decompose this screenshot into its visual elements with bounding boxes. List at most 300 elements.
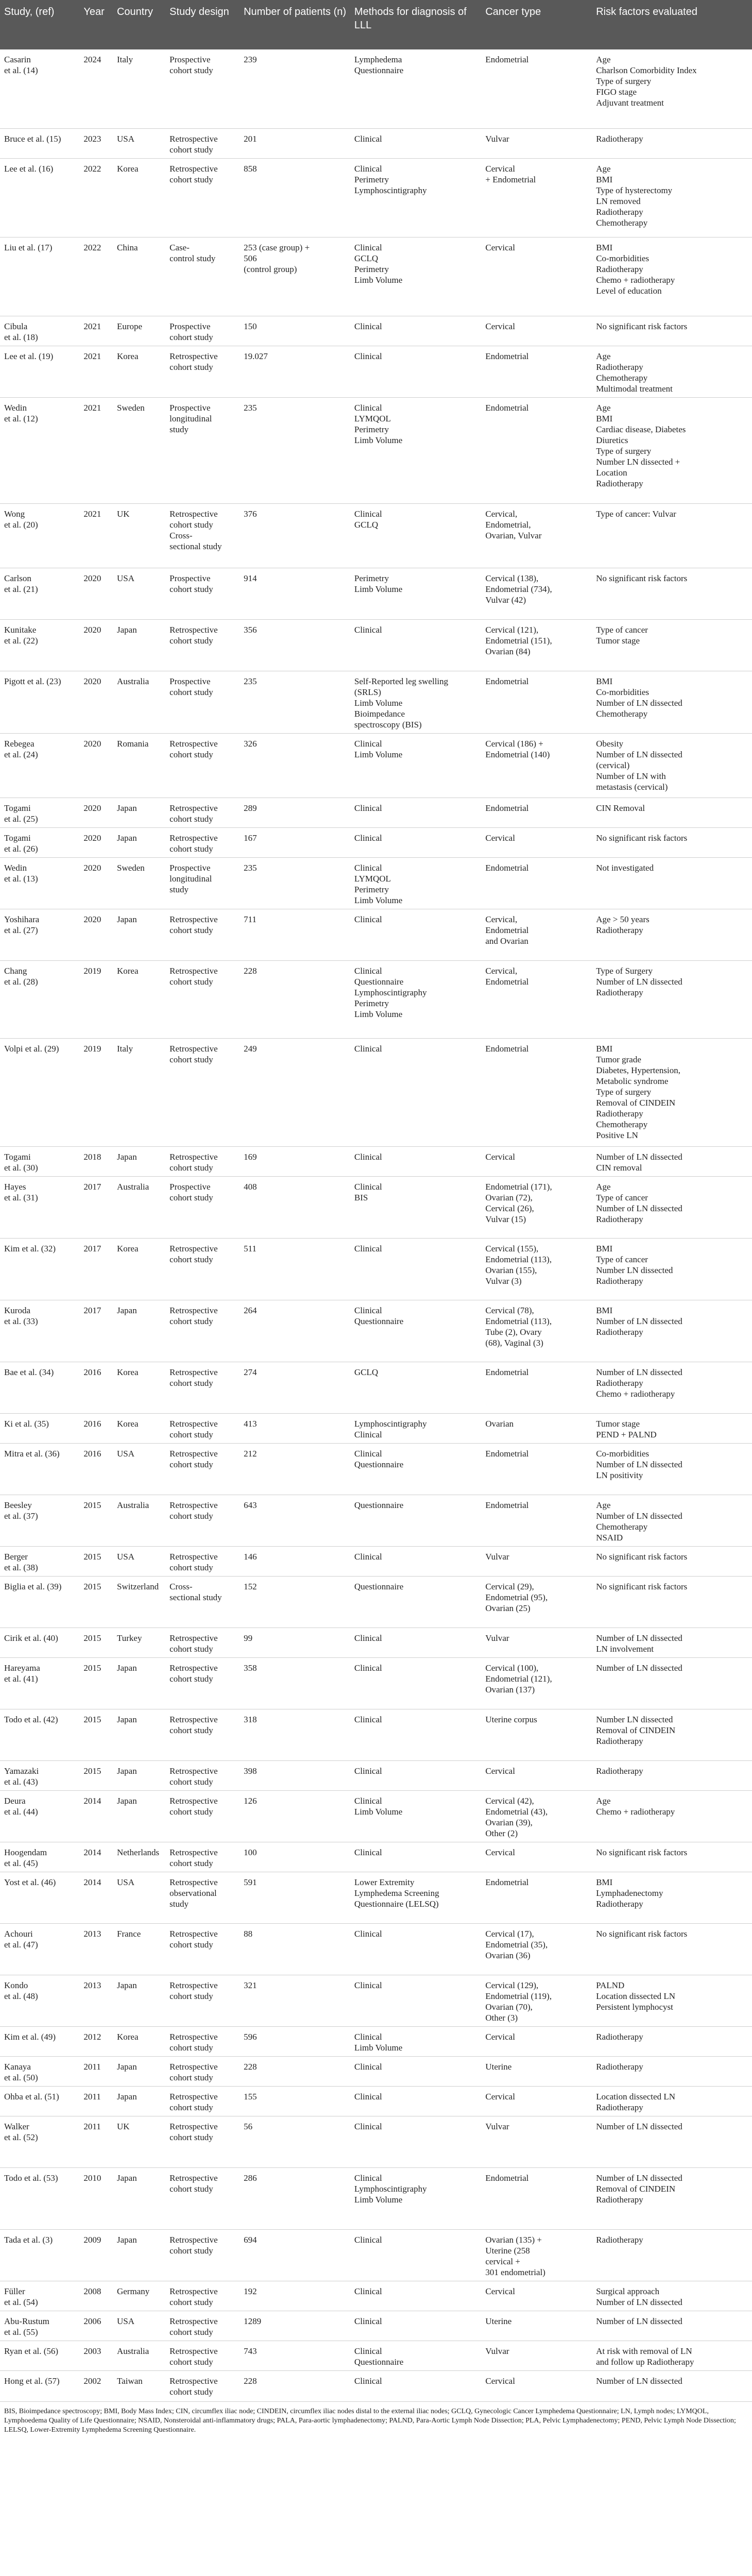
cell-study-design-line: Retrospective — [169, 1043, 218, 1054]
cell-cancer-type-line: Ovarian (36) — [485, 1950, 531, 1960]
cell-number-of-patients — [240, 619, 350, 671]
table-row — [0, 1790, 752, 1842]
cell-country: Japan — [113, 1146, 165, 1176]
cell-diagnosis-methods — [350, 1238, 481, 1300]
cell-study-design — [165, 1628, 240, 1657]
cell-study-design-line: Retrospective — [169, 2234, 218, 2245]
cell-year: 2020 — [79, 798, 113, 827]
cell-risk-factors-line: Number of LN dissected — [596, 749, 682, 759]
cell-study-design-line: Retrospective — [169, 738, 218, 749]
cell-risk-factors — [592, 1975, 752, 2026]
table-row — [0, 2116, 752, 2167]
cell-country: Germany — [113, 2281, 165, 2311]
cell-study-line: et al. (33) — [4, 1316, 38, 1326]
cell-risk-factors-line: No significant risk factors — [596, 833, 688, 843]
cell-year: 2020 — [79, 619, 113, 671]
cell-year: 2003 — [79, 2341, 113, 2370]
cell-diagnosis-methods-line: Limb Volume — [354, 2194, 403, 2205]
cell-diagnosis-methods-line: Clinical — [354, 133, 382, 144]
cell-study-line: et al. (13) — [4, 873, 38, 884]
cell-number-of-patients-line: 228 — [244, 2061, 257, 2072]
cell-cancer-type-line: Cervical — [485, 242, 515, 252]
cell-study-line: et al. (44) — [4, 1806, 38, 1817]
cell-study — [0, 2281, 79, 2311]
cell-study-line: et al. (45) — [4, 1858, 38, 1868]
cell-study-line: Kunitake — [4, 624, 37, 635]
cell-risk-factors-line: Adjuvant treatment — [596, 98, 664, 108]
cell-study-line: Todo et al. (53) — [4, 2173, 58, 2183]
cell-cancer-type-line: Endometrial — [485, 925, 529, 935]
cell-study-line: Wong — [4, 509, 25, 519]
cell-diagnosis-methods-line: Perimetry — [354, 174, 389, 184]
cell-number-of-patients-line: 192 — [244, 2286, 257, 2296]
cell-number-of-patients-line: 212 — [244, 1448, 257, 1459]
cell-study-line: et al. (38) — [4, 1562, 38, 1572]
cell-study — [0, 1842, 79, 1872]
cell-diagnosis-methods-line: Clinical — [354, 1980, 382, 1990]
cell-risk-factors — [592, 1413, 752, 1443]
cell-number-of-patients-line: 506 — [244, 253, 257, 263]
cell-study-design-line: cohort study — [169, 1806, 213, 1817]
table-row — [0, 619, 752, 671]
table-row — [0, 568, 752, 619]
cell-cancer-type — [481, 1923, 592, 1975]
cell-diagnosis-methods — [350, 346, 481, 397]
cell-study-line: Füller — [4, 2286, 25, 2296]
cell-diagnosis-methods-line: Clinical — [354, 1043, 382, 1054]
cell-diagnosis-methods — [350, 568, 481, 619]
cell-cancer-type-line: Uterine (258 — [485, 2245, 530, 2256]
cell-year: 2015 — [79, 1495, 113, 1546]
cell-study-design-line: cohort study — [169, 1378, 213, 1388]
cell-risk-factors-line: Charlson Comorbidity Index — [596, 65, 697, 75]
cell-study — [0, 2167, 79, 2229]
cell-risk-factors-line: Type of surgery — [596, 1087, 652, 1097]
cell-study-design-line: Prospective — [169, 321, 211, 331]
cell-study-design — [165, 2229, 240, 2281]
header-study: Study, (ref) — [4, 6, 55, 18]
cell-risk-factors-line: BMI — [596, 1043, 613, 1054]
cell-diagnosis-methods — [350, 2116, 481, 2167]
cell-country: Europe — [113, 316, 165, 346]
cell-risk-factors — [592, 158, 752, 237]
cell-cancer-type-line: Ovarian — [485, 1418, 514, 1429]
cell-diagnosis-methods-line: Clinical — [354, 402, 382, 413]
cell-study-line: et al. (48) — [4, 1991, 38, 2001]
cell-diagnosis-methods — [350, 827, 481, 857]
cell-diagnosis-methods — [350, 1362, 481, 1413]
cell-number-of-patients-line: 152 — [244, 1581, 257, 1591]
cell-risk-factors-line: metastasis (cervical) — [596, 782, 668, 792]
cell-study — [0, 316, 79, 346]
cell-study-line: et al. (20) — [4, 519, 38, 530]
cell-number-of-patients — [240, 2026, 350, 2056]
cell-cancer-type-line: Ovarian (39), — [485, 1817, 533, 1827]
cell-diagnosis-methods — [350, 2341, 481, 2370]
cell-study-design-line: cohort study — [169, 1162, 213, 1173]
cell-study-design-line: Retrospective — [169, 1633, 218, 1643]
cell-risk-factors — [592, 1443, 752, 1495]
cell-year: 2020 — [79, 857, 113, 909]
cell-number-of-patients — [240, 49, 350, 128]
cell-risk-factors — [592, 1038, 752, 1146]
cell-cancer-type-line: Vulvar (42) — [485, 595, 526, 605]
cell-diagnosis-methods-line: Clinical — [354, 1795, 382, 1806]
cell-risk-factors-line: LN removed — [596, 196, 641, 206]
cell-number-of-patients-line: 289 — [244, 803, 257, 813]
cell-diagnosis-methods-line: Self-Reported leg swelling — [354, 676, 449, 686]
cell-cancer-type-line: Endometrial — [485, 976, 529, 987]
cell-risk-factors-line: Number LN dissected — [596, 1714, 673, 1724]
cell-year: 2015 — [79, 1760, 113, 1790]
cell-study — [0, 1975, 79, 2026]
cell-diagnosis-methods-line: Questionnaire — [354, 1500, 404, 1510]
cell-cancer-type-line: Cervical, — [485, 509, 518, 519]
cell-diagnosis-methods-line: spectroscopy (BIS) — [354, 719, 422, 730]
cell-risk-factors-line: BMI — [596, 1243, 613, 1253]
cell-diagnosis-methods — [350, 1038, 481, 1146]
cell-diagnosis-methods-line: Clinical — [354, 509, 382, 519]
cell-study-design — [165, 316, 240, 346]
cell-year: 2010 — [79, 2167, 113, 2229]
cell-year: 2017 — [79, 1300, 113, 1362]
cell-study — [0, 827, 79, 857]
cell-country: Japan — [113, 1760, 165, 1790]
cell-study — [0, 1300, 79, 1362]
cell-number-of-patients-line: 914 — [244, 573, 257, 583]
cell-diagnosis-methods-line: Clinical — [354, 2286, 382, 2296]
cell-cancer-type — [481, 1362, 592, 1413]
cell-number-of-patients-line: 408 — [244, 1181, 257, 1192]
cell-risk-factors-line: BMI — [596, 242, 613, 252]
cell-risk-factors-line: Type of hysterectomy — [596, 185, 673, 195]
cell-cancer-type — [481, 237, 592, 316]
cell-diagnosis-methods-line: Limb Volume — [354, 1009, 403, 1019]
cell-study-design-line: Retrospective — [169, 2173, 218, 2183]
cell-year: 2024 — [79, 49, 113, 128]
cell-diagnosis-methods-line: Questionnaire (LELSQ) — [354, 1899, 439, 1909]
cell-country: France — [113, 1923, 165, 1975]
cell-cancer-type-line: Endometrial (171), — [485, 1181, 552, 1192]
cell-year: 2015 — [79, 1576, 113, 1628]
cell-cancer-type-line: Cervical — [485, 321, 515, 331]
cell-cancer-type-line: Ovarian (25) — [485, 1603, 531, 1613]
cell-risk-factors — [592, 346, 752, 397]
cell-number-of-patients-line: 264 — [244, 1305, 257, 1315]
cell-study — [0, 1362, 79, 1413]
cell-study-design — [165, 2341, 240, 2370]
cell-risk-factors-line: Number of LN dissected — [596, 1511, 682, 1521]
cell-study-design-line: Retrospective — [169, 1500, 218, 1510]
cell-year: 2021 — [79, 503, 113, 568]
cell-study-design — [165, 1038, 240, 1146]
table-row — [0, 2026, 752, 2056]
table-row — [0, 2370, 752, 2401]
cell-study-design-line: study — [169, 1899, 189, 1909]
cell-cancer-type-line: Ovarian (84) — [485, 646, 531, 656]
cell-risk-factors — [592, 2167, 752, 2229]
table-row — [0, 1495, 752, 1546]
cell-study-design-line: cohort study — [169, 2357, 213, 2367]
cell-risk-factors-line: Radiotherapy — [596, 1899, 643, 1909]
cell-number-of-patients — [240, 2370, 350, 2401]
cell-risk-factors — [592, 237, 752, 316]
cell-study-line: Kanaya — [4, 2061, 31, 2072]
cell-diagnosis-methods-line: Lymphoscintigraphy — [354, 2183, 427, 2194]
cell-study-design-line: Prospective — [169, 676, 211, 686]
cell-study-design-line: cohort study — [169, 1673, 213, 1684]
cell-cancer-type — [481, 619, 592, 671]
cell-cancer-type-line: + Endometrial — [485, 174, 536, 184]
cell-risk-factors — [592, 1176, 752, 1238]
cell-cancer-type — [481, 857, 592, 909]
cell-risk-factors-line: Number of LN dissected — [596, 698, 682, 708]
cell-study — [0, 1576, 79, 1628]
cell-study-line: et al. (54) — [4, 2297, 38, 2307]
cell-cancer-type — [481, 1657, 592, 1709]
table-row — [0, 2167, 752, 2229]
cell-year: 2020 — [79, 827, 113, 857]
cell-cancer-type-line: cervical + — [485, 2256, 520, 2266]
cell-diagnosis-methods — [350, 857, 481, 909]
cell-study — [0, 2056, 79, 2086]
cell-cancer-type-line: 301 endometrial) — [485, 2267, 545, 2277]
cell-country: Sweden — [113, 397, 165, 503]
cell-risk-factors-line: Tumor grade — [596, 1054, 641, 1064]
cell-study-line: et al. (18) — [4, 332, 38, 342]
cell-country: USA — [113, 1872, 165, 1923]
cell-number-of-patients-line: 398 — [244, 1766, 257, 1776]
cell-diagnosis-methods — [350, 2026, 481, 2056]
cell-study-design-line: Cross- — [169, 1581, 193, 1591]
cell-study — [0, 1760, 79, 1790]
cell-risk-factors-line: LN involvement — [596, 1643, 654, 1654]
cell-cancer-type-line: Endometrial (140) — [485, 749, 550, 759]
cell-risk-factors-line: Radiotherapy — [596, 1214, 643, 1224]
cell-cancer-type — [481, 909, 592, 960]
cell-diagnosis-methods-line: Clinical — [354, 624, 382, 635]
cell-risk-factors-line: Tumor stage — [596, 1418, 640, 1429]
cell-cancer-type — [481, 1238, 592, 1300]
cell-diagnosis-methods — [350, 2086, 481, 2116]
cell-risk-factors — [592, 503, 752, 568]
cell-risk-factors-line: Removal of CINDEIN — [596, 1725, 676, 1735]
cell-cancer-type — [481, 1790, 592, 1842]
cell-diagnosis-methods — [350, 1760, 481, 1790]
cell-cancer-type-line: Endometrial (151), — [485, 635, 552, 646]
cell-study — [0, 2370, 79, 2401]
cell-cancer-type-line: Endometrial — [485, 1500, 529, 1510]
table-row — [0, 158, 752, 237]
cell-diagnosis-methods — [350, 1709, 481, 1760]
cell-study-line: et al. (28) — [4, 976, 38, 987]
cell-cancer-type-line: Cervical — [485, 2376, 515, 2386]
cell-risk-factors-line: PALND — [596, 1980, 625, 1990]
cell-number-of-patients-line: 235 — [244, 676, 257, 686]
cell-risk-factors-line: Level of education — [596, 285, 662, 296]
cell-year: 2013 — [79, 1923, 113, 1975]
cell-study-design-line: Cross- — [169, 530, 193, 540]
cell-diagnosis-methods-line: Clinical — [354, 965, 382, 976]
cell-risk-factors — [592, 960, 752, 1038]
cell-cancer-type-line: Ovarian, Vulvar — [485, 530, 542, 540]
cell-number-of-patients-line: (control group) — [244, 264, 297, 274]
cell-risk-factors-line: Age > 50 years — [596, 914, 650, 924]
cell-cancer-type-line: Vulvar (3) — [485, 1276, 522, 1286]
cell-risk-factors-line: Type of surgery — [596, 76, 652, 86]
cell-cancer-type — [481, 1760, 592, 1790]
cell-study — [0, 671, 79, 733]
table-row — [0, 128, 752, 158]
cell-diagnosis-methods-line: Clinical — [354, 351, 382, 361]
cell-number-of-patients — [240, 1657, 350, 1709]
cell-risk-factors — [592, 1146, 752, 1176]
cell-study-line: Cirik et al. (40) — [4, 1633, 58, 1643]
cell-diagnosis-methods — [350, 1790, 481, 1842]
cell-country: Japan — [113, 1657, 165, 1709]
cell-study-design-line: Retrospective — [169, 624, 218, 635]
cell-country: USA — [113, 128, 165, 158]
cell-cancer-type-line: Cervical — [485, 2091, 515, 2102]
cell-diagnosis-methods — [350, 503, 481, 568]
cell-number-of-patients — [240, 1495, 350, 1546]
cell-number-of-patients — [240, 2281, 350, 2311]
cell-number-of-patients — [240, 1842, 350, 1872]
cell-year: 2002 — [79, 2370, 113, 2401]
cell-cancer-type-line: Vulvar (15) — [485, 1214, 526, 1224]
cell-risk-factors-line: Age — [596, 402, 611, 413]
cell-cancer-type-line: Uterine — [485, 2316, 512, 2326]
cell-cancer-type — [481, 2056, 592, 2086]
cell-diagnosis-methods-line: Limb Volume — [354, 584, 403, 594]
cell-diagnosis-methods — [350, 671, 481, 733]
cell-study-design-line: cohort study — [169, 635, 213, 646]
cell-cancer-type-line: Ovarian (70), — [485, 2002, 533, 2012]
cell-study-design-line: cohort study — [169, 1511, 213, 1521]
cell-study-design-line: Retrospective — [169, 1448, 218, 1459]
cell-diagnosis-methods-line: GCLQ — [354, 1367, 379, 1377]
cell-diagnosis-methods — [350, 1300, 481, 1362]
cell-diagnosis-methods — [350, 49, 481, 128]
cell-risk-factors-line: Radiotherapy — [596, 2061, 643, 2072]
cell-number-of-patients-line: 99 — [244, 1633, 253, 1643]
table-row — [0, 1038, 752, 1146]
table-row — [0, 960, 752, 1038]
cell-cancer-type-line: Cervical — [485, 1766, 515, 1776]
table-row — [0, 1657, 752, 1709]
cell-cancer-type — [481, 1176, 592, 1238]
cell-country: Australia — [113, 1495, 165, 1546]
cell-cancer-type — [481, 1413, 592, 1443]
cell-diagnosis-methods-line: Questionnaire — [354, 976, 404, 987]
table-row — [0, 857, 752, 909]
cell-risk-factors-line: NSAID — [596, 1532, 623, 1543]
cell-risk-factors-line: BMI — [596, 1305, 613, 1315]
cell-cancer-type-line: Endometrial — [485, 1367, 529, 1377]
header-diagnosis-methods: Methods for diagnosis of LLL — [354, 6, 467, 31]
cell-number-of-patients — [240, 1975, 350, 2026]
cell-risk-factors-line: Radiotherapy — [596, 987, 643, 997]
cell-year: 2021 — [79, 397, 113, 503]
cell-number-of-patients-line: 694 — [244, 2234, 257, 2245]
cell-number-of-patients — [240, 128, 350, 158]
cell-number-of-patients-line: 596 — [244, 2031, 257, 2042]
cell-cancer-type-line: Vulvar — [485, 2346, 509, 2356]
cell-risk-factors-line: Radiotherapy — [596, 362, 643, 372]
cell-year: 2015 — [79, 1709, 113, 1760]
cell-diagnosis-methods-line: Limb Volume — [354, 275, 403, 285]
cell-study-line: Togami — [4, 803, 31, 813]
cell-cancer-type-line: Endometrial — [485, 862, 529, 873]
table-header-row — [0, 0, 752, 49]
cell-study — [0, 2026, 79, 2056]
cell-number-of-patients-line: 19.027 — [244, 351, 268, 361]
cell-study-design-line: Prospective — [169, 55, 211, 64]
cell-risk-factors-line: Chemotherapy — [596, 708, 648, 719]
cell-diagnosis-methods-line: Clinical — [354, 1928, 382, 1939]
cell-number-of-patients-line: 356 — [244, 624, 257, 635]
cell-risk-factors-line: No significant risk factors — [596, 1581, 688, 1591]
cell-risk-factors-line: CIN removal — [596, 1162, 642, 1173]
cell-study-design — [165, 1790, 240, 1842]
cell-country: Japan — [113, 1790, 165, 1842]
cell-year: 2019 — [79, 960, 113, 1038]
cell-diagnosis-methods-line: LYMQOL — [354, 873, 391, 884]
cell-cancer-type-line: Endometrial (35), — [485, 1939, 548, 1950]
table-row — [0, 1413, 752, 1443]
cell-cancer-type — [481, 1300, 592, 1362]
cell-study-design-line: cohort study — [169, 332, 213, 342]
cell-study-design-line: Prospective — [169, 1181, 211, 1192]
cell-diagnosis-methods-line: Clinical — [354, 2316, 382, 2326]
table-row — [0, 2311, 752, 2341]
cell-study — [0, 909, 79, 960]
cell-number-of-patients-line: 413 — [244, 1418, 257, 1429]
cell-study-design — [165, 2167, 240, 2229]
cell-cancer-type-line: Endometrial — [485, 803, 529, 813]
cell-risk-factors — [592, 1923, 752, 1975]
header-country: Country — [116, 6, 153, 18]
cell-study-design-line: cohort study — [169, 174, 213, 184]
cell-risk-factors-line: Location — [596, 467, 627, 478]
cell-study-design — [165, 2056, 240, 2086]
cell-cancer-type-line: Endometrial — [485, 1043, 529, 1054]
cell-study-line: et al. (12) — [4, 413, 38, 423]
cell-cancer-type — [481, 2026, 592, 2056]
cell-study-line: Hayes — [4, 1181, 26, 1192]
cell-risk-factors-line: BMI — [596, 676, 613, 686]
cell-diagnosis-methods-line: Lymphedema — [354, 55, 402, 64]
cell-study-line: Chang — [4, 965, 27, 976]
cell-study-line: et al. (43) — [4, 1776, 38, 1787]
cell-number-of-patients-line: 318 — [244, 1714, 257, 1724]
cell-risk-factors-line: Metabolic syndrome — [596, 1076, 669, 1086]
cell-study-design-line: Retrospective — [169, 1980, 218, 1990]
cell-diagnosis-methods-line: Clinical — [354, 914, 382, 924]
cell-study — [0, 1495, 79, 1546]
cell-study-design — [165, 49, 240, 128]
cell-study-design-line: Retrospective — [169, 2091, 218, 2102]
cell-cancer-type — [481, 2311, 592, 2341]
cell-risk-factors-line: Co-morbidities — [596, 1448, 650, 1459]
cell-diagnosis-methods-line: Clinical — [354, 1663, 382, 1673]
cell-diagnosis-methods — [350, 397, 481, 503]
cell-study-design — [165, 2116, 240, 2167]
table-row — [0, 1709, 752, 1760]
cell-study — [0, 128, 79, 158]
cell-year: 2019 — [79, 1038, 113, 1146]
cell-risk-factors-line: Radiotherapy — [596, 207, 643, 217]
